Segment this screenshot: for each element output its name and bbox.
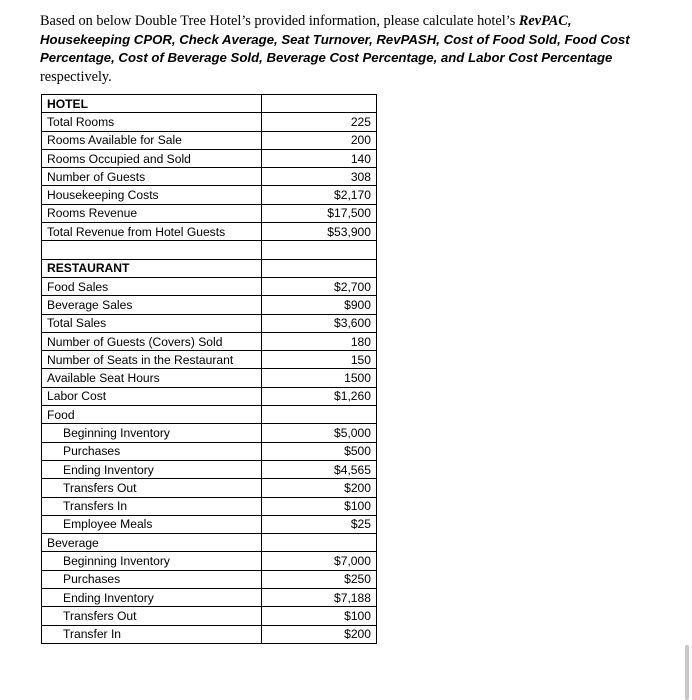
question-outro: respectively.: [40, 68, 112, 85]
row-value: $17,500: [262, 204, 377, 222]
row-label: Number of Seats in the Restaurant: [42, 351, 262, 369]
row-value: $100: [262, 607, 377, 625]
hotel-header: HOTEL: [42, 95, 262, 113]
beverage-section-label: Beverage: [42, 534, 262, 552]
table-row: [42, 314, 377, 332]
row-value: $4,565: [262, 460, 377, 478]
row-value: $25: [262, 515, 377, 533]
row-label: Beginning Inventory: [42, 552, 262, 570]
table-row: [42, 186, 377, 204]
hotel-header-value: [262, 95, 377, 113]
page-scrollbar[interactable]: [685, 645, 689, 700]
table-row: [42, 369, 377, 387]
restaurant-header: RESTAURANT: [42, 259, 262, 277]
row-label: Total Sales: [42, 314, 262, 332]
row-label: Total Revenue from Hotel Guests: [42, 223, 262, 241]
row-label: Labor Cost: [42, 387, 262, 405]
question-text: [40, 12, 650, 86]
row-label: Number of Guests (Covers) Sold: [42, 332, 262, 350]
row-label: Beginning Inventory: [42, 424, 262, 442]
row-value: $7,188: [262, 589, 377, 607]
table-row: [42, 460, 377, 478]
row-value: 225: [262, 113, 377, 131]
table-row-spacer: [42, 241, 377, 259]
row-label: Available Seat Hours: [42, 369, 262, 387]
row-value: $250: [262, 570, 377, 588]
row-label: Food Sales: [42, 277, 262, 295]
table-row: [42, 277, 377, 295]
table-row: [42, 625, 377, 643]
table-row-food-header: [42, 406, 377, 424]
table-row: [42, 552, 377, 570]
table-row: [42, 607, 377, 625]
table-row: [42, 497, 377, 515]
row-value: $2,170: [262, 186, 377, 204]
table-row-hotel-header: [42, 95, 377, 113]
row-label: Rooms Occupied and Sold: [42, 149, 262, 167]
question-revpac: RevPAC: [518, 13, 568, 29]
row-value: 308: [262, 168, 377, 186]
row-value: $100: [262, 497, 377, 515]
row-value: $7,000: [262, 552, 377, 570]
row-label: Transfers In: [42, 497, 262, 515]
food-section-label: Food: [42, 406, 262, 424]
row-value: $1,260: [262, 387, 377, 405]
table-row-beverage-header: [42, 534, 377, 552]
table-row-restaurant-header: [42, 259, 377, 277]
row-value: $2,700: [262, 277, 377, 295]
table-row: [42, 296, 377, 314]
row-value: $200: [262, 625, 377, 643]
row-label: Transfer In: [42, 625, 262, 643]
table-row: [42, 351, 377, 369]
table-row: [42, 570, 377, 588]
table-row: [42, 332, 377, 350]
table-row: [42, 149, 377, 167]
hotel-data-table: [41, 94, 377, 644]
row-label: Employee Meals: [42, 515, 262, 533]
row-value: 150: [262, 351, 377, 369]
row-value: 1500: [262, 369, 377, 387]
table-row: [42, 442, 377, 460]
row-value: $53,900: [262, 223, 377, 241]
table-row: [42, 589, 377, 607]
food-section-value: [262, 406, 377, 424]
row-label: Number of Guests: [42, 168, 262, 186]
row-value: $200: [262, 479, 377, 497]
row-value: 140: [262, 149, 377, 167]
spacer-cell: [262, 241, 377, 259]
row-label: Beverage Sales: [42, 296, 262, 314]
row-value: 200: [262, 131, 377, 149]
row-label: Total Rooms: [42, 113, 262, 131]
table-row: [42, 168, 377, 186]
row-label: Ending Inventory: [42, 589, 262, 607]
table-row: [42, 515, 377, 533]
table-row: [42, 479, 377, 497]
row-value: $5,000: [262, 424, 377, 442]
row-value: $3,600: [262, 314, 377, 332]
question-metrics: , Housekeeping CPOR, Check Average, Seat Turnover, RevPASH, Cost of Food Sold, Food Cost Percentage, Cost of Beverage Sold, Beverage Cost Percentage, and Labor Cost Percentage: [40, 13, 630, 65]
row-value: $500: [262, 442, 377, 460]
row-label: Purchases: [42, 442, 262, 460]
beverage-section-value: [262, 534, 377, 552]
table-row: [42, 424, 377, 442]
table-row: [42, 131, 377, 149]
table-row: [42, 387, 377, 405]
row-label: Rooms Available for Sale: [42, 131, 262, 149]
row-label: Rooms Revenue: [42, 204, 262, 222]
row-value: $900: [262, 296, 377, 314]
table-row: [42, 113, 377, 131]
row-label: Transfers Out: [42, 479, 262, 497]
row-label: Ending Inventory: [42, 460, 262, 478]
row-value: 180: [262, 332, 377, 350]
row-label: Transfers Out: [42, 607, 262, 625]
table-row: [42, 204, 377, 222]
restaurant-header-value: [262, 259, 377, 277]
question-intro: Based on below Double Tree Hotel’s provided information, please calculate hotel’s: [40, 13, 519, 29]
table-row: [42, 223, 377, 241]
row-label: Housekeeping Costs: [42, 186, 262, 204]
spacer-cell: [42, 241, 262, 259]
row-label: Purchases: [42, 570, 262, 588]
